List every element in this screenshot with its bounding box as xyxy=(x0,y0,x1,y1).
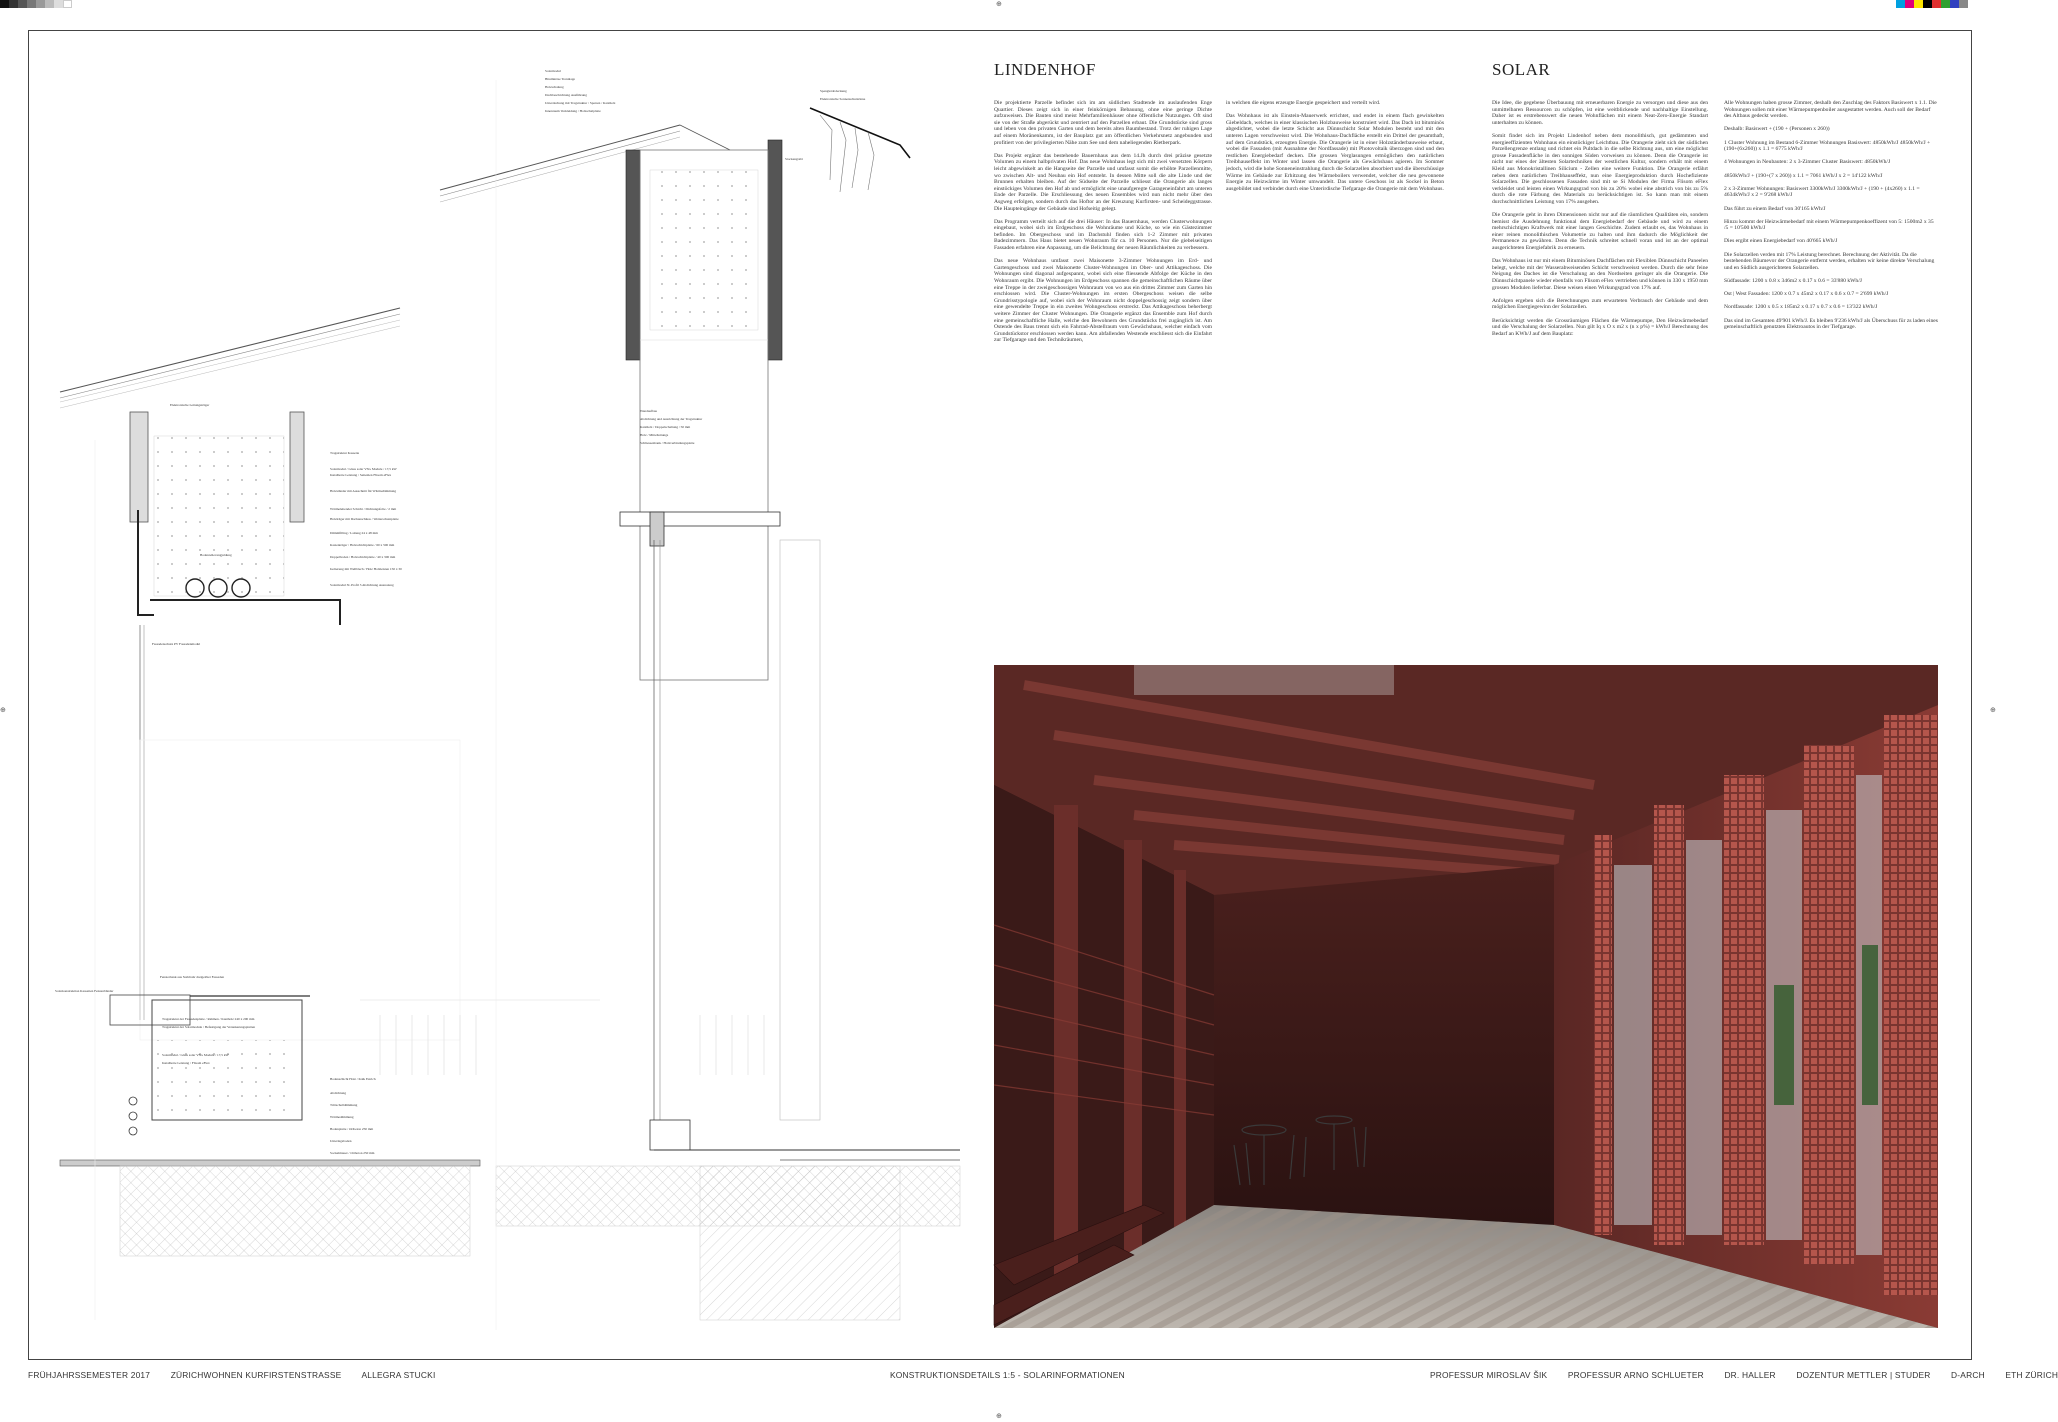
footer-right xyxy=(1430,1370,2058,1380)
render-illustration xyxy=(994,665,1938,1328)
paragraph: 2 x 3-Zimmer Wohnungen: Basiswert 3300kWh/J 3300kWh/J + (190 + (4x260) x 1.1 = 4634kWh/J x 2 = 9'268 kWh/J xyxy=(1724,185,1920,199)
paragraph: Die Idee, die gegebene Überbauung mit erneuerbaren Energie zu versorgen und diese aus den unmittelbaren Ressourcen zu schöpfen, ist eine weitblickende und nachhaltige Einstellung. Daher ist es erstrebenswert die neuen Wohnflächen mit einem Neat-Zero-Energie Standart unterhalten zu können. xyxy=(1492,100,1708,126)
svg-text:Trittschalldämmung: Trittschalldämmung xyxy=(330,1103,358,1107)
footer-project: ZÜRICHWOHNEN KURFIRSTENSTRASSE xyxy=(170,1370,342,1380)
paragraph: Das Wohnhaus ist als Einstein-Mauerwerk errichtet, und endet in einem flach gewinkelten Giebeldach, welches in einer klassischen Holzbauweise konstruiert wird. Das Dach ist bituminös abgedichtet, wobei die letzte Schicht aus Dünnschicht Solar Modulen besteht und mit den unteren Lagen verschweisst wird. Die Wohnhaus-Dachfläche erstellt ein Drittel der gesamthaft, auf dem Grundstück, erzeugten Energie. Die Orangerie ist in einer Holzständerbauweise erbaut, wobei die Fassaden (mit Ausnahme der Nordfassade) mit Photovoltaik überzogen sind und den restlichen Energiebedarf decken. Die grossen Verglasungen ermöglichen den natürlichen Treibhauseffekt im Winter und lassen die Orangerie als Gewächshaus agieren. Im Sommer jedoch, wird die hohe Sonneneinstrahlung durch die Solarzellen absorbiert und die überschüssige Wärme im Gebäude zur Erhitzung des Wärmeboilers verwendet, welcher die neu gewonnene Energie zu Heizwärme im Winter umwandelt. Das untere Geschoss ist als Sockel in Beton ausgebildet und verbindet durch eine Unterirdische Tiefgarage die Orangerie mit dem Wohnhaus. xyxy=(1226,113,1444,192)
svg-text:Tragstruktur Kassette: Tragstruktur Kassette xyxy=(330,451,360,455)
paragraph: Nordfassade: 1200 x 0.5 x 185m2 x 0.17 x 0.7 x 0.6 = 13'322 kWh/J xyxy=(1724,304,1878,311)
svg-text:Wärmedämmung: Wärmedämmung xyxy=(330,1115,354,1119)
svg-text:Abdichtung und Ausrichtung der: Abdichtung und Ausrichtung der Tragstruktur xyxy=(640,417,703,421)
svg-text:Solarmodul / Glass solar VSG M: Solarmodul / Glass solar VSG Module / 17,5 kW xyxy=(330,467,397,471)
svg-text:Bodenrelievengjaldung: Bodenrelievengjaldung xyxy=(200,553,232,557)
solar-title: SOLAR xyxy=(1492,60,1551,79)
svg-text:Schliessenbank / Holzverbindun: Schliessenbank / Holzverbindungsplatte xyxy=(640,441,695,445)
svg-text:Holzständer mit Ausschnitt für: Holzständer mit Ausschnitt für Wärmedämmung xyxy=(330,489,397,493)
svg-text:Isolierung mit Wellblech / Hol: Isolierung mit Wellblech / Holz Holzleisten 150 x 30 xyxy=(330,567,402,571)
paragraph: 4 Wohnungen in Neubauten: 2 x 3-Zimmer Cluster Basiswert: 4850kWh/J xyxy=(1724,159,1891,166)
footer-professor-2: PROFESSUR ARNO SCHLUETER xyxy=(1567,1370,1704,1380)
construction-details-drawing xyxy=(40,40,970,1330)
paragraph: Das Wohnhaus ist nur mit einem Bituminösen Dachflächen mit Flexiblen Dünnschicht Paneelen belegt, welche mit der Wasserabweisenden Schicht verschweisst werden. Durch die sehr feine Neigung des Daches ist die Verschalung an den Nordseiten geringer als die Orangerie. Die Dünnschichtpanele wieder ebenfalls von Flisom eFlex vertrieben und können in 330 x 1950 mm grossen Modulen lieferbar. Diese weisen einen Wirkungsgrad von 17% auf. xyxy=(1492,258,1708,291)
svg-text:Solarmodul: Solarmodul xyxy=(545,69,561,73)
paragraph: 1 Cluster Wohnung im Bestand 6-Zimmer Wohnungen Basiswert: 4850kWh/J 4850kWh/J + (190+(6x260)) x 1.1 = 6775 kWh/J xyxy=(1724,139,1931,153)
svg-text:Bituminöse Trennlage: Bituminöse Trennlage xyxy=(545,77,576,81)
paragraph: 4850kWh/J + (190+(7 x 260)) x 1.1 = 7061 kWh/J x 2 = 14'122 kWh/J xyxy=(1724,172,1883,179)
paragraph: Das sind im Gesamten 49'901 kWh/J. Es bleiben 9'236 kWh/J als Überschuss für zs laden eines gemeinschaftlich genutzten Elektroautos in der Tiefgarage. xyxy=(1724,317,1938,331)
footer-left xyxy=(28,1370,454,1380)
color-swatch xyxy=(1914,0,1923,8)
svg-text:Unterdachung mit Tragstruktur: Unterdachung mit Tragstruktur / Sparren / Kantholz xyxy=(545,101,616,105)
paragraph: Anfolgen ergeben sich die Berechnungen zum erwarteten Verbrauch der Gebäude und dem möglichen Energiegewinn der Solarzellen. xyxy=(1492,297,1708,311)
paragraph: Das neue Wohnhaus umfasst zwei Maisonette 3-Zimmer Wohnungen im Erd- und Gartengeschoss und zwei Maisonette Cluster-Wohnungen im Ober- und Attikageschoss. Die Wohnungen sind diagonal aufgespannt, wobei sich eine fliessende Abfolge der Küche in den Wohnraum ergibt. Die Wohnungen im Erdgeschoss spannen die gemeinschaftlichen Räume über eine Treppe in der zweigeschossigen Wohnraum von wo aus ein drittes Zimmer zum Garten hin erschlossen wird. Die Cluster-Wohnungen im ersten Obergeschoss weisen die selbe Grundrisstypologie auf, wobei sich der Wohnraum nicht doppelgeschossig zeigt sondern über eine gewendelte Treppe in ein zweites Wohngeschoss erstreckt. Das Attikageschoss beherbergt weitere Zimmer der Cluster Wohnungen. Die Orangerie ergänzt das Ensemble zum Hof durch eine gemeinschaftliche Halle, welche den Bewohnern des Grundstücks frei zugänglich ist. Am Ostende des Baus trennt sich ein Fahrrad-Abstellraum vom Gewächshaus, welcher einfach vom Grundstückstor erschlossen werden kann. Am abfallenden Westende erschliesst sich die Einfahrt zur Tiefgarage und den Technikräumen, xyxy=(994,258,1212,344)
svg-text:Elektronische Leitungsträger: Elektronische Leitungsträger xyxy=(170,403,210,407)
footer-assistant: DR. HALLER xyxy=(1724,1370,1776,1380)
svg-text:Holzträger mit Dachanschluss /: Holzträger mit Dachanschluss / Wetterschutzplatte xyxy=(330,517,399,521)
lindenhof-title: LINDENHOF xyxy=(994,60,1096,79)
paragraph: Somit findet sich im Projekt Lindenhof neben dem monolithisch, gut gedämmten und energieeffizienten Wohnhaus ein einstöckiger Leichtbau. Die Orangerie zieht sich der südlichen Parzellengrenze entlang und richtet ein Pultdach in die selbe Richtung aus, um eine möglichst grosse Fassadenfläche in den sonnigen Süden vorweisen zu können. Denn die Orangerie ist nicht nur eines der ältesten Solartechniken der westlichen Kultur, sondern erhält mit einem Kleid aus Monokristallinen Silicium - Zellen eine weitere Funktion. Die Orangerie erfährt neben dem natürlichen Treibhauseffekt, nun eine Energieproduktion durch Hochefiziente Solarzellen. Die geschlossenen Fassaden sind mit se Si Modulen der Firma Flisom eFlex verkleidet und leisten einen Wirkungsgrad von bis zu 20% wobei eine abstrich von bis zu 5% durch die rote Färbung des Materials zu berücksichtigen ist. So kann man mit einem durchschnittlichen Leistung von 17% ausgehen. xyxy=(1492,132,1708,205)
svg-text:Installierte Leistung / Seiten: Installierte Leistung / Seitenlen Flisom eFlex xyxy=(330,473,392,477)
color-swatch xyxy=(1896,0,1905,8)
svg-text:Wärmeleitender Schicht / Dicht: Wärmeleitender Schicht / Dichtungsfolie / 2 mm xyxy=(330,507,397,511)
solar-column-2 xyxy=(1724,100,1938,337)
color-swatch xyxy=(1905,0,1914,8)
paragraph: Ost | West Fassaden: 1200 x 0.7 x 45m2 x 0.17 x 0.6 x 0.7 = 2'699 kWh/J xyxy=(1724,291,1889,298)
svg-text:Dachbeschichtung Ausführung: Dachbeschichtung Ausführung xyxy=(545,93,587,97)
svg-text:Spenglerabdeckung: Spenglerabdeckung xyxy=(820,89,847,93)
paragraph: Die Orangerie geht in ihren Dimensionen nicht nur auf die räumlichen Qualitäten ein, sondern bemisst die Ausdehnung funktional dem Energiebedarf der Gebäude und wird zu einem mehrschichtigen Kraftwerk mit einer langen Geschichte. Zudem erlaubt es, das Wohnhaus in einer reinen monolithischen Volumetrie zu halten und ihm dadurch die Möglichkeit der Permanence zu gewähren. Denn die Technik schreitet schnell voran und ist an der optimal ausgerichteten Energiefabrik zu erneuern. xyxy=(1492,212,1708,252)
paragraph: Das führt zu einem Bedarf von 30'165 kWh/J xyxy=(1724,205,1826,212)
footer-center: KONSTRUKTIONSDETAILS 1:5 - SOLARINFORMATIONEN xyxy=(890,1370,1125,1380)
color-swatch xyxy=(1941,0,1950,8)
svg-text:Kastenträger / Holzschichtplat: Kastenträger / Holzschichtplatte / 60 x 500 mm xyxy=(330,543,395,547)
svg-text:Unterlagsboden: Unterlagsboden xyxy=(330,1139,352,1143)
orangerie-interior-render xyxy=(994,665,1938,1328)
paragraph: Dies ergibt einen Energiebedarf von 40'665 kWh/J xyxy=(1724,238,1838,245)
paragraph: in welchen die eigens erzeugte Energie gespeichert und verteilt wird. xyxy=(1226,100,1381,106)
solar-column-1 xyxy=(1492,100,1708,344)
color-calibration-bar xyxy=(1896,0,1968,8)
svg-text:Doppelboden / Holzschichtplatt: Doppelboden / Holzschichtplatte / 40 x 300 mm xyxy=(330,555,396,559)
paragraph: Deshalb: Basiswert + (190 + (Personen x 260)) xyxy=(1724,126,1830,133)
registration-mark-left: ⊕ xyxy=(0,706,6,714)
svg-text:Tragstruktur der Fassadenplatt: Tragstruktur der Fassadenplatte / Rahmen / Kantholz 240 x 200 mm xyxy=(162,1017,255,1021)
svg-text:Fassadenschutz PV Fassadenmodu: Fassadenschutz PV Fassadenmodul xyxy=(152,642,201,646)
svg-text:Holz / Mittelleitungs: Holz / Mittelleitungs xyxy=(640,433,669,437)
svg-text:Installierte Leistung / Flisom: Installierte Leistung / Flisom eFlex xyxy=(162,1061,210,1065)
svg-text:Kantholz / Doppelschaltung / 5: Kantholz / Doppelschaltung / 50 mm xyxy=(640,425,691,429)
svg-text:Tragstruktur der Solarmodule /: Tragstruktur der Solarmodule / Befestigung der Verankerungsplatten xyxy=(162,1025,256,1029)
svg-text:Dämmfilling / Lattung 24 x 48: Dämmfilling / Lattung 24 x 48 mm xyxy=(330,531,378,535)
svg-text:Solarmodul 3L Profil 3 Abdicht: Solarmodul 3L Profil 3 Abdichtung Ausnotung xyxy=(330,583,394,587)
svg-text:Solarmodul / Glass solar VSG M: Solarmodul / Glass solar VSG Module / 17,5 kW xyxy=(162,1053,229,1057)
svg-text:Solarkonstruktion Kassetten Fe: Solarkonstruktion Kassetten Fensterbänder xyxy=(55,989,114,993)
footer-dozentur: DOZENTUR METTLER | STUDER xyxy=(1796,1370,1931,1380)
svg-text:Sockelmauer / Ortbeton 250 mm: Sockelmauer / Ortbeton 250 mm xyxy=(330,1151,375,1155)
lindenhof-column-1 xyxy=(994,100,1212,351)
color-swatch xyxy=(1932,0,1941,8)
svg-text:Holzschalung: Holzschalung xyxy=(545,85,564,89)
detail-wohnhaus xyxy=(360,69,960,1330)
paragraph: Das Projekt ergänzt das bestehende Bauernhaus aus dem 14.Jh durch drei präzise gesetzte Volumen zu einem halbprivaten Hof. Das neue Wohnhaus legt sich mit zwei versetzten Körpern leicht abgewinkelt an die Hangseite der Parzelle und umfasst somit die erhöhte Parzellenmitte, wo zwischen Alt- und Neubau ein Hof entsteht. In dessen Mitte soll die alte Linde und der Brunnen erhalten bleiben. Auf der Südseite der Parzelle schliesst die Orangerie als langes einstöckiges Volumen den Hof ab und ermöglicht eine unaufgeregte Garageneinfahrt am unteren Ende der Parzelle. Die Erschliessung des neuen Ensembles wird nun nicht mehr über den Asgweg erfolgen, sondern durch das Hoftor an der Kreuzung Kurfirsten- und Scheideggstrasse. Die Haupteingänge der Gebäude sind Hofseitig gelegt. xyxy=(994,152,1212,212)
paragraph: Die projektierte Parzelle befindet sich im am südlichen Stadtende im auslaufenden Enge Quartier. Dieses zeigt sich in einer feinkörnigen Bebauung, ohne eine geringe Dichte aufzuweisen. Die Bauten sind meist Mehrfamilienhäuser ohne öffentliche Nutzungen. Oft sind sie von der Straße abgerückt und zentriert auf den Parzellen erbaut. Die Grundstücke sind gross und leben von den privaten Garten und dem bereits alten Baumbestand. Trotz der ruhigen Lage auf einem Moränenkamm, ist der Bauplatz gut am öffentlichen Verkehrsnetz angebunden und profitiert von der privilegierten Nähe zum See und dem naheliegenden Rietberpark. xyxy=(994,100,1212,146)
svg-text:Fensterbank aus Stahlrohr drei: Fensterbank aus Stahlrohr dreigelötet Fassaden xyxy=(160,975,225,979)
svg-text:Elektronische Sonnenschutzrinn: Elektronische Sonnenschutzrinne xyxy=(820,97,866,101)
color-swatch xyxy=(1959,0,1968,8)
footer-institution: ETH ZÜRICH xyxy=(2005,1370,2058,1380)
paragraph: Berücksichtigt werden die Grossräumigen Flächen die Wärmepumpe, Den Heizwärmebedarf und die Verschalung der Solarzellen. Nun gilt Iq x O x m2 x (n x p%) = kWh/J Berechnung des Bedarf an KWh/J auf dem Bauplatz: xyxy=(1492,317,1708,337)
footer-department: D-ARCH xyxy=(1951,1370,1985,1380)
svg-text:Bodenplatte / Ortbeton 250 mm: Bodenplatte / Ortbeton 250 mm xyxy=(330,1127,374,1131)
color-swatch xyxy=(1923,0,1932,8)
svg-text:Stockengrabt: Stockengrabt xyxy=(785,157,803,161)
svg-text:Innenraum Verkleidung / Holzsc: Innenraum Verkleidung / Holzschalplatte xyxy=(545,109,601,113)
registration-mark-bottom: ⊕ xyxy=(996,1412,1002,1420)
paragraph: Die Solarzellen verden mit 17% Leistung berechnet. Berechnung der Aktivität. Da die bestehenden Bäumevor der Orangerie entfernt werden, erhalten wir keine direkte Verschalung und en Südlich ausgerichteten Solarzellen. xyxy=(1724,251,1935,271)
paragraph: Südfassade: 1200 x 0.8 x 346m2 x 0.17 x 0.6 = 33'880 kWh/J xyxy=(1724,278,1862,285)
paragraph: Hinzu kommt der Heizwärmebedarf mit einem Wärmepumpenkoeffizent von 5: 1500m2 x 35 /5 = 10'500 kWh/J xyxy=(1724,218,1934,232)
footer-semester: FRÜHJAHRSSEMESTER 2017 xyxy=(28,1370,151,1380)
svg-text:Bodenschicht Holz / Kalk Estri: Bodenschicht Holz / Kalk Estrich xyxy=(330,1077,376,1081)
footer-author: ALLEGRA STUCKI xyxy=(361,1370,436,1380)
svg-text:Abdichtung: Abdichtung xyxy=(330,1091,347,1095)
paragraph: Alle Wohnungen haben grosse Zimmer, deshalb den Zuschlag des Faktors Basiswert x 1.1. Die Wohnungen sollen mit einer Wärmepumpenboiler ausgestattet werden. Auch soll der Bedarf des Altbaus gedeckt werden. xyxy=(1724,100,1937,120)
registration-mark-right: ⊕ xyxy=(1990,706,1996,714)
svg-text:Wandaufbau: Wandaufbau xyxy=(640,409,658,413)
paragraph: Das Programm verteilt sich auf die drei Häuser: In das Bauernhaus, werden Clusterwohnungen eingebaut, wobei sich im Erdgeschoss die Wohnräume und Küche, so wie ein Gästezimmer befinden. Im Obergeschoss und im Dachstuhl finden sich 1-2 Zimmer mit privaten Badezimmern. Das Haus bietet neuen Wohnraum für ca. 10 Personen. Nur die giebelseitigen Fassaden erfahren eine Anpassung, um die Belichtung der neuen Räumlichkeiten zu verbessern. xyxy=(994,218,1212,252)
color-swatch xyxy=(1950,0,1959,8)
registration-mark-top: ⊕ xyxy=(996,0,1002,8)
lindenhof-column-2 xyxy=(1226,100,1444,199)
grayscale-bar xyxy=(0,0,72,8)
footer-professor-1: PROFESSUR MIROSLAV ŠIK xyxy=(1430,1370,1548,1380)
